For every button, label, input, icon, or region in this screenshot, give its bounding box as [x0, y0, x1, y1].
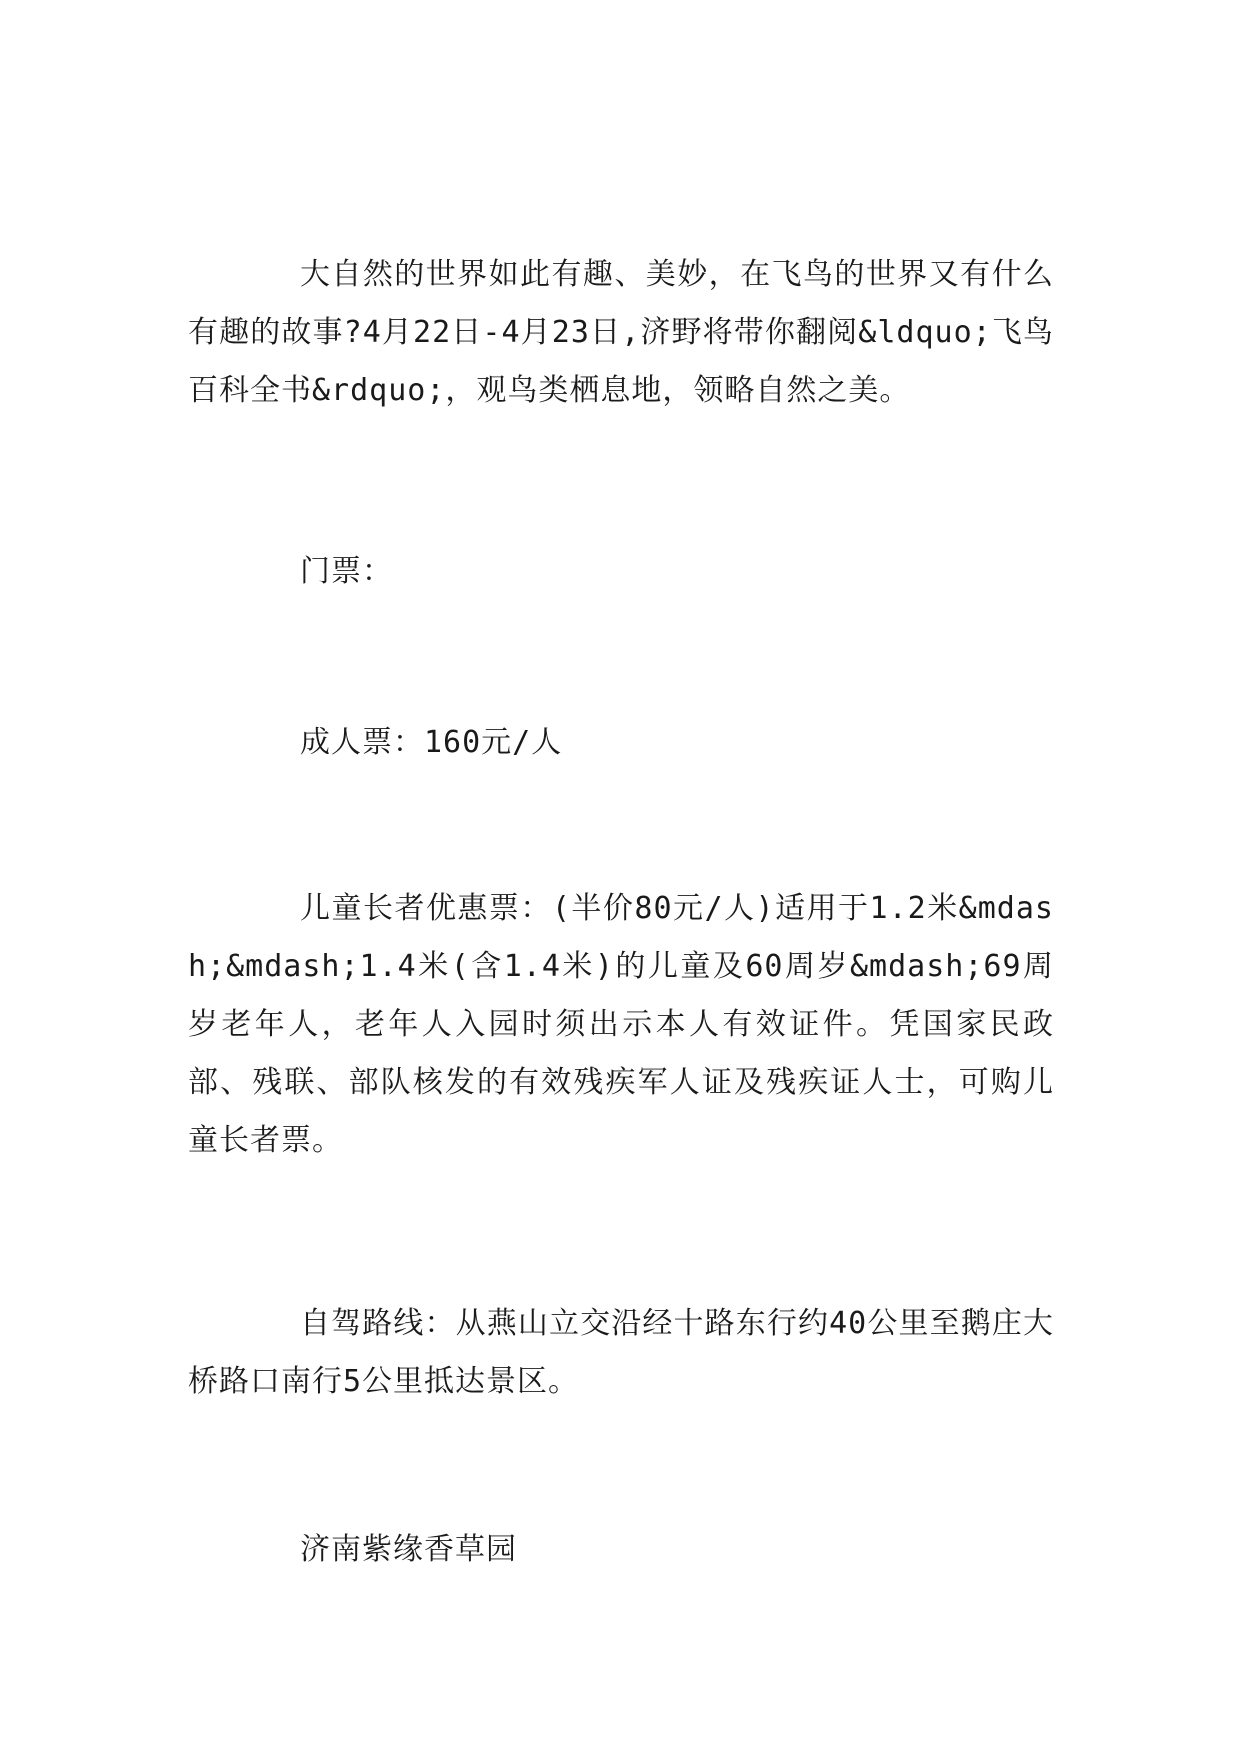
paragraph-adult-ticket: 成人票：160元/人 — [300, 725, 563, 760]
paragraph-driving-route: 自驾路线：从燕山立交沿经十路东行约40公里至鹅庄大桥路口南行5公里抵达景区。 — [188, 1306, 1054, 1399]
paragraph-herb-garden-heading: 济南紫缘香草园 — [300, 1532, 517, 1567]
paragraph-discount-ticket: 儿童长者优惠票：(半价80元/人)适用于1.2米&mdash;&mdash;1.4米(含1.4米)的儿童及60周岁&mdash;69周岁老年人，老年人入园时须出示本人有效证件。凭国家民政部、残联、部队核发的有效残疾军人证及残疾证人士，可购儿童长者票。 — [188, 891, 1054, 1158]
paragraph-bird-park-intro: 大自然的世界如此有趣、美妙，在飞鸟的世界又有什么有趣的故事?4月22日-4月23日,济野将带你翻阅&ldquo;飞鸟百科全书&rdquo;，观鸟类栖息地，领略自然之美。 — [188, 257, 1054, 408]
paragraph-tickets-heading: 门票： — [300, 554, 393, 589]
